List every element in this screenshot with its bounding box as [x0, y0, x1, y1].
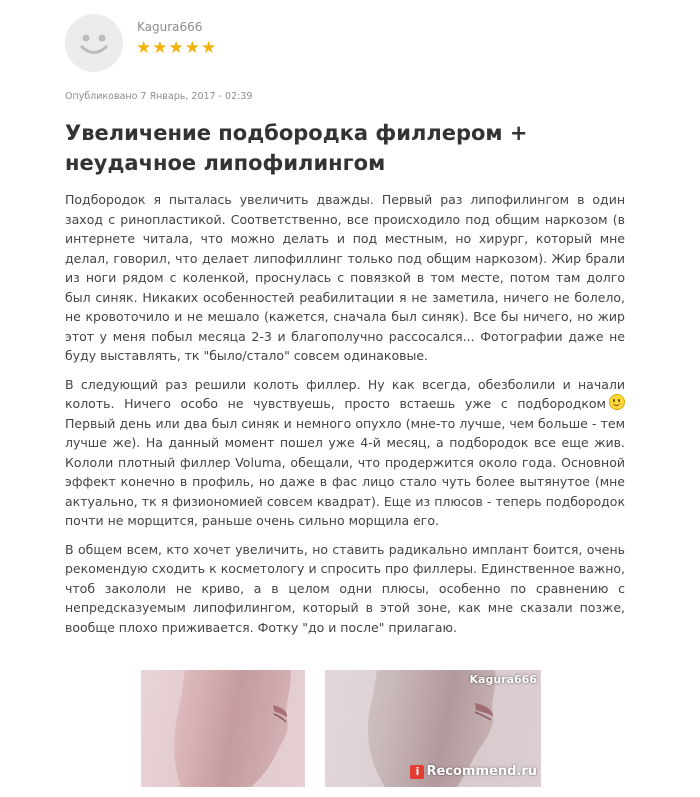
irecommend-logo-text: Recommend.ru [426, 764, 537, 779]
review-paragraph-part: В следующий раз решили колоть филлер. Ну как всегда, обезболили и начали колоть. Ничего особо не чувствуешь, просто встаешь уже с подбородком [65, 376, 625, 411]
review-paragraph: Подбородок я пыталась увеличить дважды. Первый раз липофилингом в один заход с ринопластикой. Соответственно, все происходило под общим наркозом (в интернете читала, что можно делать и под местным, но хирург, который мне делал, говорил, что делает липофиллинг только под общим наркозом). Жир брали из ноги рядом с коленкой, проснулась с повязкой в том месте, потом там долго был синяк. Никаких особенностей реабилитации я не заметила, ничего не болело, не кровоточило и не мешало (кажется, сначала был синяк). Все бы ничего, но жир этот у меня побыл месяца 2-3 и благополучно рассосался... Фотографии даже не буду выставлять, тк "было/стало" совсем одинаковые. [65, 192, 625, 363]
after-photo[interactable] [325, 670, 541, 787]
author-name[interactable]: Kagura666 [137, 20, 203, 34]
smiley-emoji-icon [609, 394, 625, 410]
review-title: Увеличение подбородка филлером + неудачное липофилингом [65, 121, 528, 175]
review-paragraph [65, 375, 625, 531]
irecommend-logo-icon: i [410, 765, 424, 779]
rating-stars: ★★★★★ [136, 38, 218, 58]
review-header [65, 14, 665, 78]
review-body [65, 190, 625, 646]
review-paragraph-part: Первый день или два был синяк и немного опухло (мне-то лучше, чем больше - тем лучше же). На данный момент пошел уже 4-й месяц, а подбородок все еще жив. Кололи плотный филлер Voluma, обещали, что продержится около года. Основной эффект конечно в профиль, но даже в фас лицо стало чуть более вытянутое (мне актуально, тк я физиономией совсем квадрат). Еще из плюсов - теперь подбородок почти не морщится, раньше очень сильно морщила его. [65, 415, 625, 528]
watermark-author: Kagura666 [469, 673, 537, 686]
face-profile-image [141, 670, 305, 787]
before-photo[interactable] [141, 670, 305, 787]
avatar[interactable] [65, 14, 123, 72]
review-paragraph: В общем всем, кто хочет увеличить, но ставить радикально имплант боится, очень рекомендую сходить к косметологу и спросить про филлеры. Единственное важно, чтоб закололи не криво, а в целом одни плюсы, особенно по сравнению с непредсказуемым липофилингом, который в этой зоне, как мне сказали позже, вообще плохо приживается. Фотку "до и после" прилагаю. [65, 541, 625, 635]
irecommend-watermark [410, 764, 537, 779]
smiley-face-icon [65, 14, 123, 72]
published-date: Опубликовано 7 Январь, 2017 - 02:39 [65, 91, 253, 102]
